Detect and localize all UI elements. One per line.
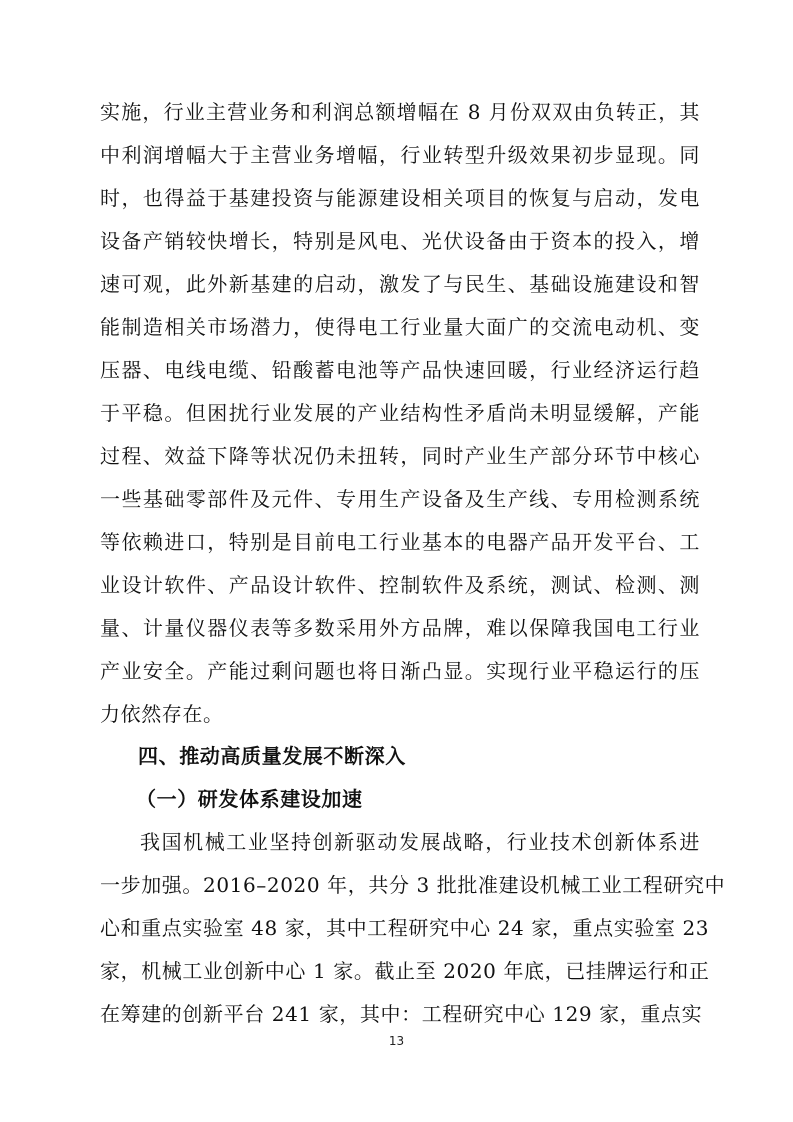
paragraph-2-line: 在筹建的创新平台 241 家，其中：工程研究中心 129 家，重点实 (100, 1002, 703, 1026)
paragraph-1-line: 等依赖进口，特别是目前电工行业基本的电器产品开发平台、工 (100, 530, 700, 554)
paragraph-1-line: 过程、效益下降等状况仍未扭转，同时产业生产部分环节中核心 (100, 444, 700, 468)
paragraph-1-line: 设备产销较快增长，特别是风电、光伏设备由于资本的投入，增 (100, 229, 700, 253)
section-heading: 四、推动高质量发展不断深入 (138, 744, 406, 768)
paragraph-1-line: 于平稳。但困扰行业发展的产业结构性矛盾尚未明显缓解，产能 (100, 401, 700, 425)
paragraph-1-line: 速可观，此外新基建的启动，激发了与民生、基础设施建设和智 (100, 272, 700, 296)
paragraph-2-line: 心和重点实验室 48 家，其中工程研究中心 24 家，重点实验室 23 (100, 916, 710, 940)
paragraph-2-line: 家，机械工业创新中心 1 家。截止至 2020 年底，已挂牌运行和正 (100, 959, 710, 983)
paragraph-1-line-last: 力依然存在。 (100, 702, 224, 726)
paragraph-2-line: 一步加强。2016–2020 年，共分 3 批批准建设机械工业工程研究中 (100, 873, 726, 897)
paragraph-1-line: 量、计量仪器仪表等多数采用外方品牌，难以保障我国电工行业 (100, 616, 700, 640)
paragraph-2-line-first: 我国机械工业坚持创新驱动发展战略，行业技术创新体系进 (140, 830, 700, 854)
paragraph-1-line: 一些基础零部件及元件、专用生产设备及生产线、专用检测系统 (100, 487, 700, 511)
subsection-heading: （一）研发体系建设加速 (136, 787, 363, 811)
paragraph-1-line: 中利润增幅大于主营业务增幅，行业转型升级效果初步显现。同 (100, 143, 700, 167)
paragraph-1-line: 产业安全。产能过剩问题也将日渐凸显。实现行业平稳运行的压 (100, 659, 700, 683)
paragraph-1-line: 业设计软件、产品设计软件、控制软件及系统，测试、检测、测 (100, 573, 700, 597)
page-number: 13 (388, 1034, 405, 1048)
paragraph-1-line: 时，也得益于基建投资与能源建设相关项目的恢复与启动，发电 (100, 186, 700, 210)
paragraph-1-line: 压器、电线电缆、铅酸蓄电池等产品快速回暖，行业经济运行趋 (100, 358, 700, 382)
paragraph-1-line: 能制造相关市场潜力，使得电工行业量大面广的交流电动机、变 (100, 315, 700, 339)
paragraph-1-line: 实施，行业主营业务和利润总额增幅在 8 月份双双由负转正，其 (100, 100, 700, 124)
